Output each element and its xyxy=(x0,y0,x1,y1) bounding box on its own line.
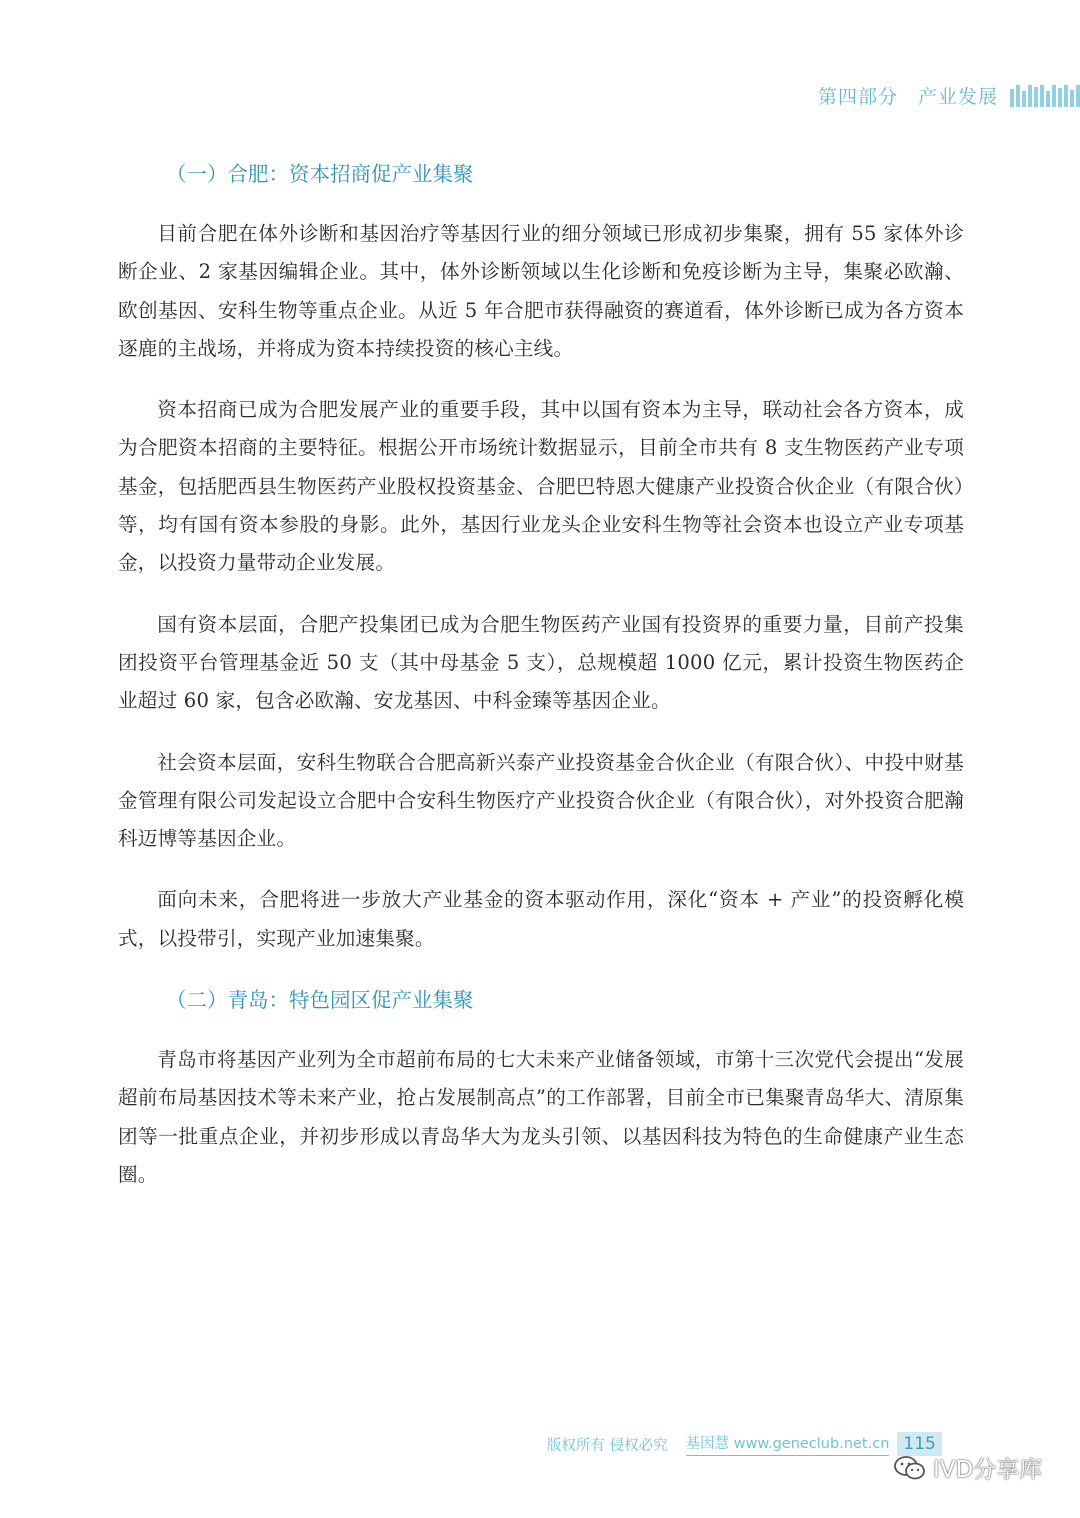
page-header xyxy=(818,80,1080,110)
header-title: 产业发展 xyxy=(917,85,998,108)
page-number: 115 xyxy=(897,1432,941,1456)
paragraph: 资本招商已成为合肥发展产业的重要手段，其中以国有资本为主导，联动社会各方资本，成为合肥资本招商的主要特征。根据公开市场统计数据显示，目前全市共有 8 支生物医药产业专项基金，包括肥西县生物医药产业股权投资基金、合肥巴特恩大健康产业投资合伙企业（有限合伙）等，均有国有资本参股的身影。此外，基因行业龙头企业安科生物等社会资本也设立产业专项基金，以投资力量带动企业发展。 xyxy=(118,398,964,575)
header-bars-decoration xyxy=(1010,83,1080,107)
paragraph: 国有资本层面，合肥产投集团已成为合肥生物医药产业国有投资界的重要力量，目前产投集团投资平台管理基金近 50 支（其中母基金 5 支），总规模超 1000 亿元，累计投资生物医药企业超过 60 家，包含必欧瀚、安龙基因、中科金臻等基因企业。 xyxy=(118,612,964,713)
header-part: 第四部分 xyxy=(817,85,898,108)
main-content xyxy=(118,155,964,1217)
paragraph: 面向未来，合肥将进一步放大产业基金的资本驱动作用，深化“资本 + 产业”的投资孵化模式，以投带引，实现产业加速集聚。 xyxy=(118,888,964,950)
paragraph: 目前合肥在体外诊断和基因治疗等基因行业的细分领域已形成初步集聚，拥有 55 家体外诊断企业、2 家基因编辑企业。其中，体外诊断领域以生化诊断和免疫诊断为主导，集聚必欧瀚、欧创基因、安科生物等重点企业。从近 5 年合肥市获得融资的赛道看，体外诊断已成为各方资本逐鹿的主战场，并将成为资本持续投资的核心主线。 xyxy=(118,222,964,360)
wechat-icon xyxy=(893,1455,927,1481)
watermark-text: IVD分享库 xyxy=(933,1457,1043,1483)
header-text xyxy=(818,82,998,109)
paragraph: 青岛市将基因产业列为全市超前布局的七大未来产业储备领域，市第十三次党代会提出“发展超前布局基因技术等未来产业，抢占发展制高点”的工作部署，目前全市已集聚青岛华大、清原集团等一批重点企业，并初步形成以青岛华大为龙头引领、以基因科技为特色的生命健康产业生态圈。 xyxy=(118,1048,964,1186)
footer-copyright: 版权所有 侵权必究 xyxy=(547,1437,668,1454)
section-heading-hefei: （一）合肥：资本招商促产业集聚 xyxy=(166,162,474,186)
section-heading-qingdao: （二）青岛：特色园区促产业集聚 xyxy=(166,988,474,1013)
paragraph: 社会资本层面，安科生物联合合肥高新兴泰产业投资基金合伙企业（有限合伙）、中投中财基金管理有限公司发起设立合肥中合安科生物医疗产业投资合伙企业（有限合伙），对外投资合肥瀚科迈博等基因企业。 xyxy=(118,750,964,851)
footer-site-link[interactable]: 基因慧 www.geneclub.net.cn xyxy=(686,1432,890,1456)
page-footer xyxy=(547,1432,942,1456)
watermark xyxy=(893,1451,1042,1484)
